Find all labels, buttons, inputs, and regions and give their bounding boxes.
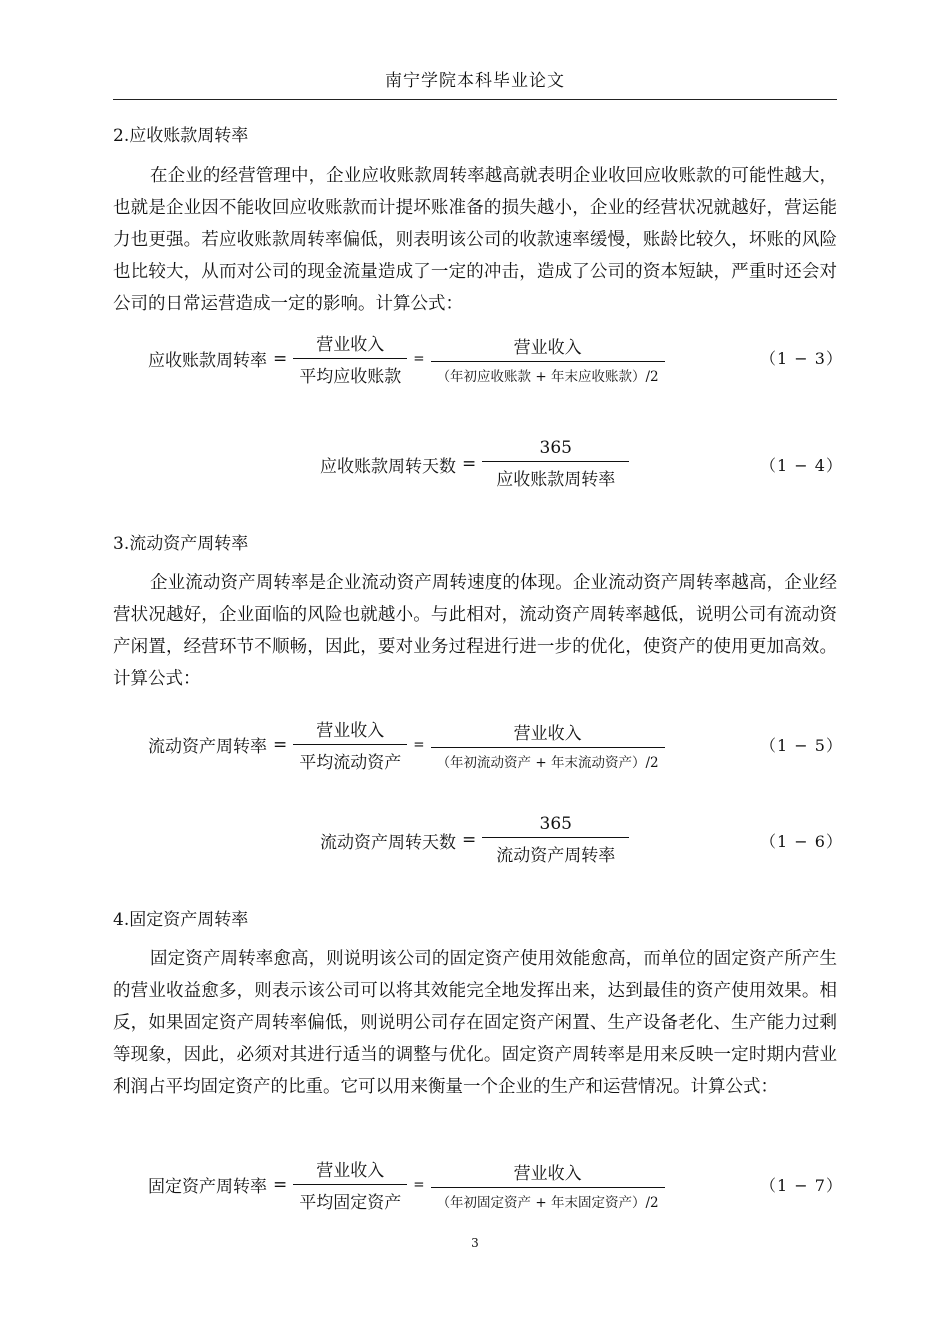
equation-lhs: 流动资产周转率 — [148, 737, 267, 757]
numerator: 营业收入 — [513, 1163, 582, 1184]
equals-sign: = — [273, 348, 288, 369]
numerator: 营业收入 — [513, 337, 582, 358]
numerator: 营业收入 — [316, 335, 385, 355]
equation-number: （1 − 3） — [760, 349, 843, 368]
equation-lhs: 固定资产周转率 — [148, 1177, 267, 1197]
fraction — [431, 333, 665, 385]
equation-lhs: 应收账款周转率 — [148, 351, 267, 371]
denominator: （年初固定资产 + 年末固定资产）/2 — [431, 1187, 665, 1211]
denominator: 平均应收账款 — [293, 358, 407, 387]
fraction — [482, 814, 629, 866]
fraction — [482, 438, 629, 490]
equation-lhs: 应收账款周转天数 — [320, 456, 456, 477]
fraction — [431, 1159, 665, 1211]
equation-lhs: 流动资产周转天数 — [320, 832, 456, 853]
denominator: （年初流动资产 + 年末流动资产）/2 — [431, 747, 665, 771]
denominator: 流动资产周转率 — [482, 837, 629, 866]
equation-number: （1 − 4） — [760, 456, 843, 475]
numerator: 营业收入 — [316, 721, 385, 741]
numerator: 365 — [539, 438, 572, 458]
denominator: （年初应收账款 + 年末应收账款）/2 — [431, 361, 665, 385]
equation-number: （1 − 5） — [760, 736, 843, 755]
equals-sign: = — [413, 736, 425, 753]
equals-sign: = — [462, 830, 477, 850]
equation-1-6 — [320, 814, 629, 866]
section-title-current-assets-turnover: 3.流动资产周转率 — [113, 534, 249, 554]
paragraph-receivables-turnover: 在企业的经营管理中，企业应收账款周转率越高就表明企业收回应收账款的可能性越大，也就是企业因不能收回应收账款而计提坏账准备的损失越小，企业的经营状况就越好，营运能力也更强。若应收账款周转率偏低，则表明该公司的收款速率缓慢，账龄比较久，坏账的风险也比较大，从而对公司的现金流量造成了一定的冲击，造成了公司的资本短缺，严重时还会对公司的日常运营造成一定的影响。计算公式： — [113, 166, 837, 314]
equals-sign: = — [273, 734, 288, 755]
equation-number: （1 − 6） — [760, 832, 843, 851]
equation-1-3 — [148, 330, 665, 387]
equation-1-5 — [148, 716, 665, 773]
running-header: 南宁学院本科毕业论文 — [113, 66, 837, 100]
fraction — [293, 716, 407, 773]
equation-1-4 — [320, 438, 629, 490]
equation-1-7 — [148, 1156, 665, 1213]
equals-sign: = — [413, 350, 425, 367]
fraction — [431, 719, 665, 771]
denominator: 应收账款周转率 — [482, 461, 629, 490]
equals-sign: = — [413, 1176, 425, 1193]
equation-number: （1 − 7） — [760, 1176, 843, 1195]
page-number: 3 — [471, 1236, 479, 1250]
fraction — [293, 1156, 407, 1213]
fraction — [293, 330, 407, 387]
denominator: 平均固定资产 — [293, 1184, 407, 1213]
section-title-receivables-turnover: 2.应收账款周转率 — [113, 126, 249, 146]
equals-sign: = — [462, 454, 477, 474]
paragraph-fixed-assets-turnover: 固定资产周转率愈高，则说明该公司的固定资产使用效能愈高，而单位的固定资产所产生的营业收益愈多，则表示该公司可以将其效能完全地发挥出来，达到最佳的资产使用效果。相反，如果固定资产周转率偏低，则说明公司存在固定资产闲置、生产设备老化、生产能力过剩等现象，因此，必须对其进行适当的调整与优化。固定资产周转率是用来反映一定时期内营业利润占平均固定资产的比重。它可以用来衡量一个企业的生产和运营情况。计算公式： — [113, 949, 837, 1097]
paragraph-current-assets-turnover: 企业流动资产周转率是企业流动资产周转速度的体现。企业流动资产周转率越高，企业经营状况越好，企业面临的风险也就越小。与此相对，流动资产周转率越低，说明公司有流动资产闲置，经营环节不顺畅，因此，要对业务过程进行进一步的优化，使资产的使用更加高效。计算公式： — [113, 573, 837, 689]
numerator: 营业收入 — [513, 723, 582, 744]
section-title-fixed-assets-turnover: 4.固定资产周转率 — [113, 910, 249, 930]
denominator: 平均流动资产 — [293, 744, 407, 773]
equals-sign: = — [273, 1174, 288, 1195]
numerator: 营业收入 — [316, 1161, 385, 1181]
numerator: 365 — [539, 814, 572, 834]
